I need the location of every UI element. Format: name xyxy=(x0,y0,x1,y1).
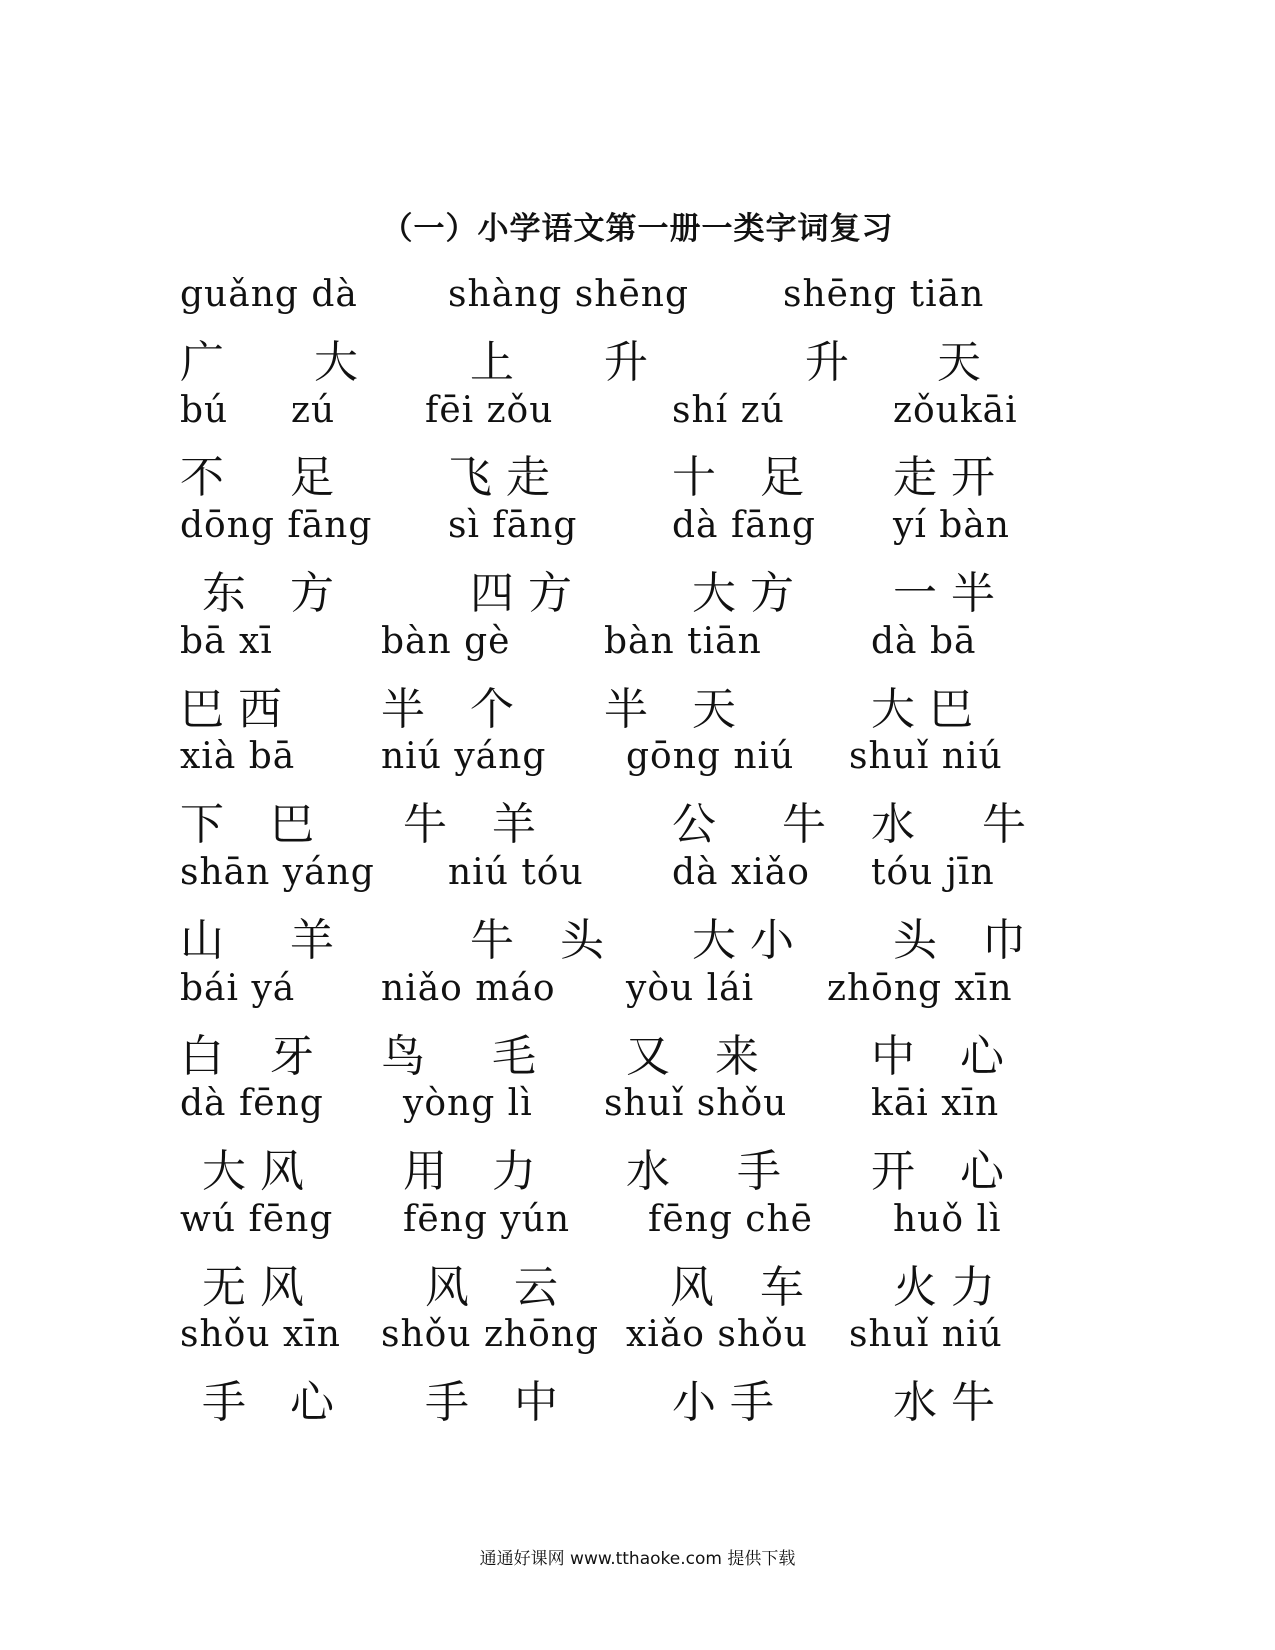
hanzi-char: 车 xyxy=(760,1262,804,1313)
hanzi-char: 大 xyxy=(314,337,358,388)
hanzi-char: 心 xyxy=(290,1377,334,1428)
hanzi-char: 方 xyxy=(290,568,334,619)
hanzi-char: 广 xyxy=(180,337,224,388)
pinyin-word: shǒu zhōng xyxy=(381,1314,600,1355)
hanzi-char: 头 xyxy=(560,915,604,966)
pinyin-word: shuǐ niú xyxy=(849,736,1003,777)
hanzi-char: 飞 走 xyxy=(448,452,550,503)
pinyin-word: gōng niú xyxy=(626,736,795,777)
hanzi-char: 云 xyxy=(514,1262,558,1313)
pinyin-word: niú tóu xyxy=(448,852,584,893)
hanzi-char: 天 xyxy=(937,337,981,388)
hanzi-char: 公 xyxy=(672,799,716,850)
hanzi-char: 白 xyxy=(180,1031,224,1082)
pinyin-word: shǒu xīn xyxy=(180,1314,341,1355)
pinyin-word: sì fāng xyxy=(448,505,578,546)
pinyin-word: bàn tiān xyxy=(604,621,762,662)
hanzi-char: 不 xyxy=(180,452,224,503)
hanzi-char: 毛 xyxy=(492,1031,536,1082)
hanzi-char: 巴 西 xyxy=(180,684,282,735)
pinyin-word: kāi xīn xyxy=(871,1083,1000,1124)
hanzi-char: 东 xyxy=(202,568,246,619)
hanzi-char: 升 xyxy=(604,337,648,388)
hanzi-char: 巾 xyxy=(982,915,1026,966)
hanzi-char: 足 xyxy=(760,452,804,503)
hanzi-char: 下 xyxy=(180,799,224,850)
pinyin-word: huǒ lì xyxy=(893,1199,1002,1240)
pinyin-word: fēi zǒu xyxy=(425,390,554,431)
hanzi-char: 又 xyxy=(626,1031,670,1082)
hanzi-char: 水 xyxy=(871,799,915,850)
hanzi-char: 羊 xyxy=(492,799,536,850)
hanzi-char: 中 xyxy=(514,1377,558,1428)
hanzi-char: 开 xyxy=(871,1146,915,1197)
hanzi-char: 牛 xyxy=(403,799,447,850)
hanzi-char: 小 手 xyxy=(672,1377,774,1428)
hanzi-char: 头 xyxy=(893,915,937,966)
pinyin-word: dōng fāng xyxy=(180,505,373,546)
hanzi-char: 中 xyxy=(871,1031,915,1082)
pinyin-word: zǒukāi xyxy=(893,390,1018,431)
pinyin-word: dà bā xyxy=(871,621,977,662)
hanzi-char: 走 开 xyxy=(893,452,995,503)
pinyin-word: shuǐ niú xyxy=(849,1314,1003,1355)
hanzi-char: 火 力 xyxy=(893,1262,995,1313)
pinyin-word: bú xyxy=(180,390,229,431)
hanzi-char: 鸟 xyxy=(381,1031,425,1082)
hanzi-char: 水 牛 xyxy=(893,1377,995,1428)
pinyin-word: wú fēng xyxy=(180,1199,334,1240)
hanzi-char: 手 xyxy=(425,1377,469,1428)
pinyin-word: zú xyxy=(291,390,336,431)
hanzi-char: 个 xyxy=(470,684,514,735)
hanzi-char: 升 xyxy=(805,337,849,388)
pinyin-word: xiǎo shǒu xyxy=(626,1314,808,1355)
pinyin-word: niǎo máo xyxy=(381,968,556,1009)
hanzi-char: 巴 xyxy=(270,799,314,850)
hanzi-char: 手 xyxy=(202,1377,246,1428)
hanzi-char: 半 xyxy=(604,684,648,735)
pinyin-word: dà fāng xyxy=(672,505,816,546)
hanzi-char: 山 xyxy=(180,915,224,966)
pinyin-word: fēng chē xyxy=(648,1199,813,1240)
hanzi-char: 大 风 xyxy=(202,1146,304,1197)
hanzi-char: 牙 xyxy=(270,1031,314,1082)
hanzi-char: 牛 xyxy=(470,915,514,966)
pinyin-word: dà fēng xyxy=(180,1083,324,1124)
hanzi-char: 风 xyxy=(425,1262,469,1313)
pinyin-word: guǎng dà xyxy=(180,274,358,315)
hanzi-char: 力 xyxy=(492,1146,536,1197)
hanzi-char: 四 方 xyxy=(470,568,572,619)
hanzi-char: 大 小 xyxy=(692,915,794,966)
pinyin-word: yí bàn xyxy=(893,505,1010,546)
hanzi-char: 大 巴 xyxy=(871,684,973,735)
pinyin-word: bái yá xyxy=(180,968,296,1009)
hanzi-char: 一 半 xyxy=(893,568,995,619)
pinyin-word: bàn gè xyxy=(381,621,511,662)
hanzi-char: 足 xyxy=(290,452,334,503)
footer-credit: 通通好课网 www.tthaoke.com 提供下载 xyxy=(479,1549,796,1569)
hanzi-char: 大 方 xyxy=(692,568,794,619)
hanzi-char: 上 xyxy=(470,337,514,388)
pinyin-word: shuǐ shǒu xyxy=(604,1083,788,1124)
hanzi-char: 半 xyxy=(381,684,425,735)
page-title: （一）小学语文第一册一类字词复习 xyxy=(381,211,894,247)
hanzi-char: 天 xyxy=(692,684,736,735)
hanzi-char: 心 xyxy=(960,1031,1004,1082)
hanzi-char: 牛 xyxy=(782,799,826,850)
pinyin-word: fēng yún xyxy=(403,1199,571,1240)
pinyin-word: shēng tiān xyxy=(783,274,985,315)
pinyin-word: yòng lì xyxy=(403,1083,533,1124)
hanzi-char: 无 风 xyxy=(202,1262,304,1313)
pinyin-word: bā xī xyxy=(180,621,273,662)
hanzi-char: 来 xyxy=(715,1031,759,1082)
hanzi-char: 十 xyxy=(672,452,716,503)
hanzi-char: 水 xyxy=(626,1146,670,1197)
pinyin-word: tóu jīn xyxy=(871,852,995,893)
pinyin-word: shān yáng xyxy=(180,852,375,893)
hanzi-char: 风 xyxy=(670,1262,714,1313)
pinyin-word: xià bā xyxy=(180,736,296,777)
pinyin-word: shàng shēng xyxy=(448,274,689,315)
pinyin-word: dà xiǎo xyxy=(672,852,810,893)
pinyin-word: yòu lái xyxy=(626,968,755,1009)
hanzi-char: 羊 xyxy=(290,915,334,966)
pinyin-word: shí zú xyxy=(672,390,785,431)
pinyin-word: zhōng xīn xyxy=(827,968,1013,1009)
pinyin-word: niú yáng xyxy=(381,736,547,777)
hanzi-char: 用 xyxy=(403,1146,447,1197)
hanzi-char: 牛 xyxy=(982,799,1026,850)
hanzi-char: 手 xyxy=(737,1146,781,1197)
hanzi-char: 心 xyxy=(960,1146,1004,1197)
